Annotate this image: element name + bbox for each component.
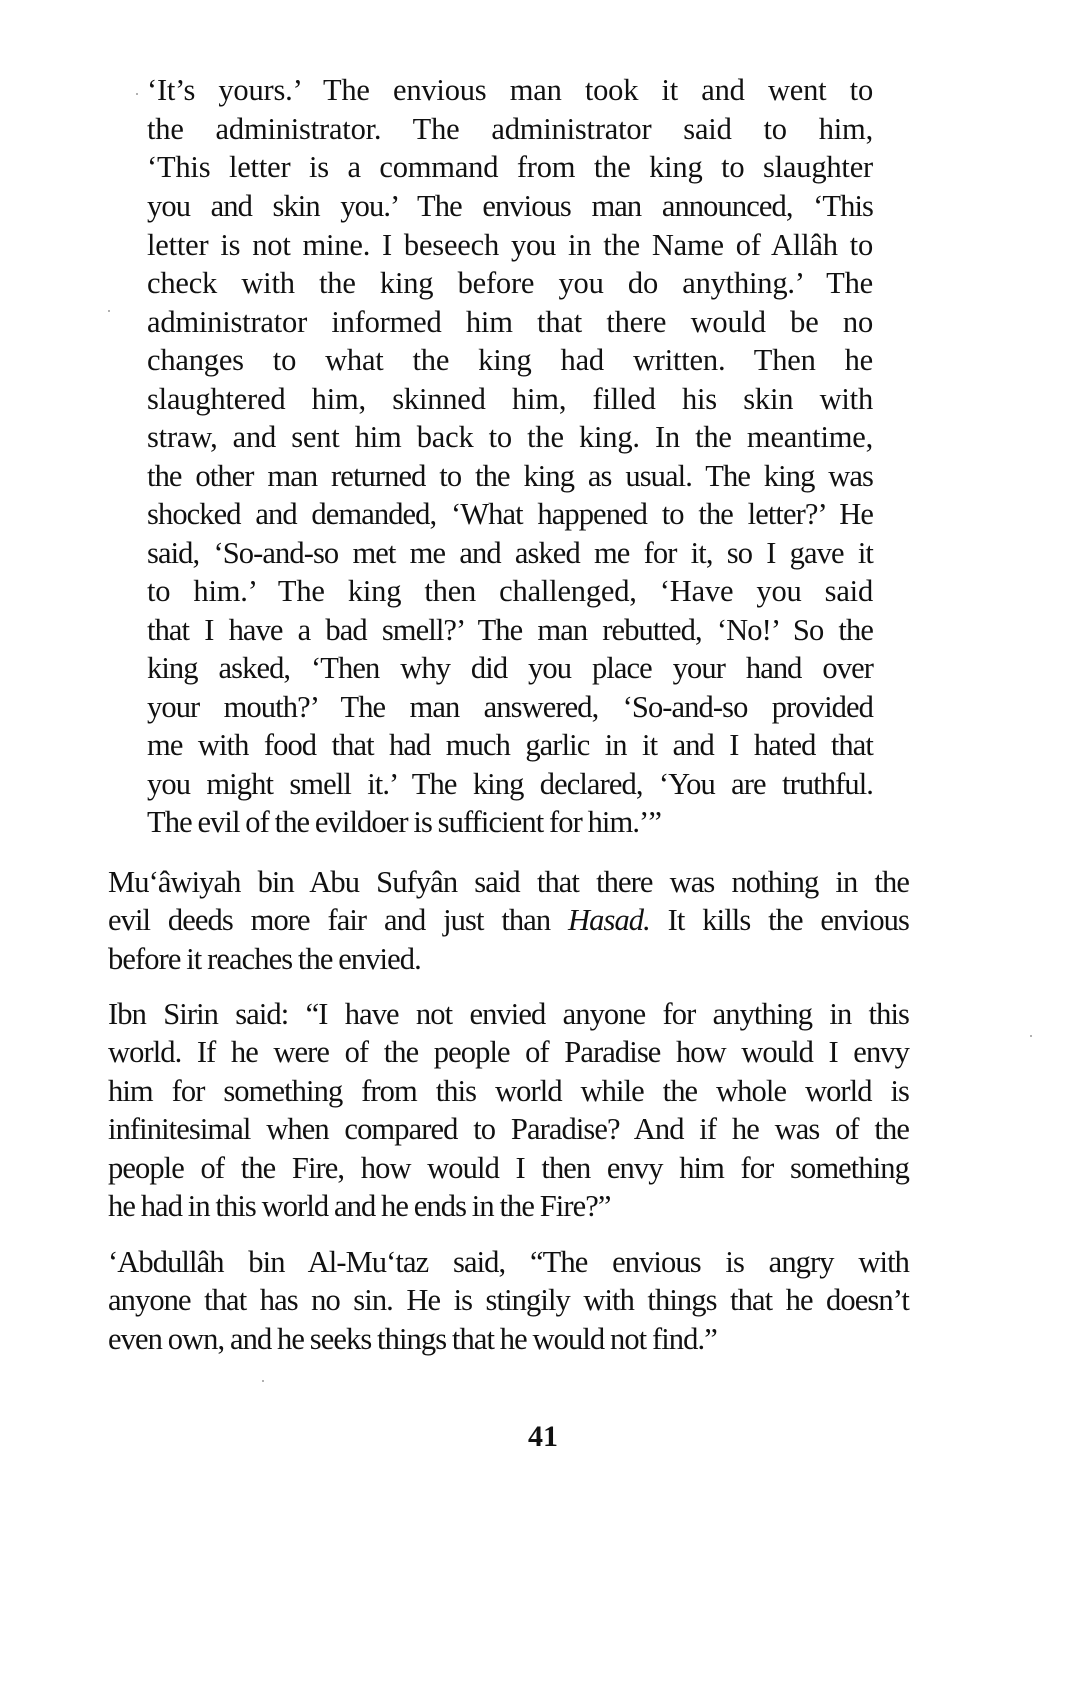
italic-term-hasad: Hasad. (568, 903, 650, 937)
text-line: shocked and demanded, ‘What happened to the letter?’ He (147, 497, 873, 531)
scan-speck (262, 1380, 264, 1382)
text-line: me with food that had much garlic in it and I hated that (147, 728, 873, 762)
text-line: world. If he were of the people of Paradise how would I envy (108, 1035, 909, 1069)
text-line: you might smell it.’ The king declared, ‘You are truthful. (147, 767, 873, 801)
scan-speck (1030, 1035, 1032, 1037)
text-line (108, 901, 909, 939)
scan-speck (108, 310, 110, 312)
text-line: check with the king before you do anything.’ The (147, 266, 873, 300)
text-line: the administrator. The administrator said to him, (147, 112, 873, 146)
text-line: him for something from this world while the whole world is (108, 1074, 909, 1108)
text-line: ‘It’s yours.’ The envious man took it and went to (147, 73, 873, 107)
text-line: said, ‘So-and-so met me and asked me for it, so I gave it (147, 536, 873, 570)
text-line: to him.’ The king then challenged, ‘Have you said (147, 574, 873, 608)
text-line: ‘This letter is a command from the king to slaughter (147, 150, 873, 184)
text-line: your mouth?’ The man answered, ‘So-and-so provided (147, 690, 873, 724)
text-line: the other man returned to the king as usual. The king was (147, 459, 873, 493)
text-span: evil deeds more fair and just than (108, 903, 569, 937)
text-line: even own, and he seeks things that he would not find.” (108, 1322, 717, 1356)
text-line: letter is not mine. I beseech you in the Name of Allâh to (147, 228, 873, 262)
text-line: Ibn Sirin said: “I have not envied anyone for anything in this (108, 997, 909, 1031)
text-span: It kills the envious (649, 903, 909, 937)
scan-speck (136, 93, 138, 95)
text-line: ‘Abdullâh bin Al-Mu‘taz said, “The envious is angry with (108, 1245, 909, 1279)
text-line: The evil of the evildoer is sufficient for him.’” (147, 805, 661, 839)
text-line: king asked, ‘Then why did you place your hand over (147, 651, 873, 685)
text-line: slaughtered him, skinned him, filled his skin with (147, 382, 873, 416)
text-line: changes to what the king had written. Then he (147, 343, 873, 377)
text-line: administrator informed him that there would be no (147, 305, 873, 339)
text-line: Mu‘âwiyah bin Abu Sufyân said that there was nothing in the (108, 865, 909, 899)
text-line: straw, and sent him back to the king. In the meantime, (147, 420, 873, 454)
text-line: he had in this world and he ends in the Fire?” (108, 1189, 611, 1223)
text-line: infinitesimal when compared to Paradise? And if he was of the (108, 1112, 909, 1146)
text-line: people of the Fire, how would I then envy him for something (108, 1151, 909, 1185)
text-line: before it reaches the envied. (108, 942, 421, 976)
text-line: you and skin you.’ The envious man announced, ‘This (147, 189, 873, 223)
text-line: that I have a bad smell?’ The man rebutted, ‘No!’ So the (147, 613, 873, 647)
text-line: anyone that has no sin. He is stingily with things that he doesn’t (108, 1283, 909, 1317)
page-number: 41 (528, 1420, 558, 1453)
